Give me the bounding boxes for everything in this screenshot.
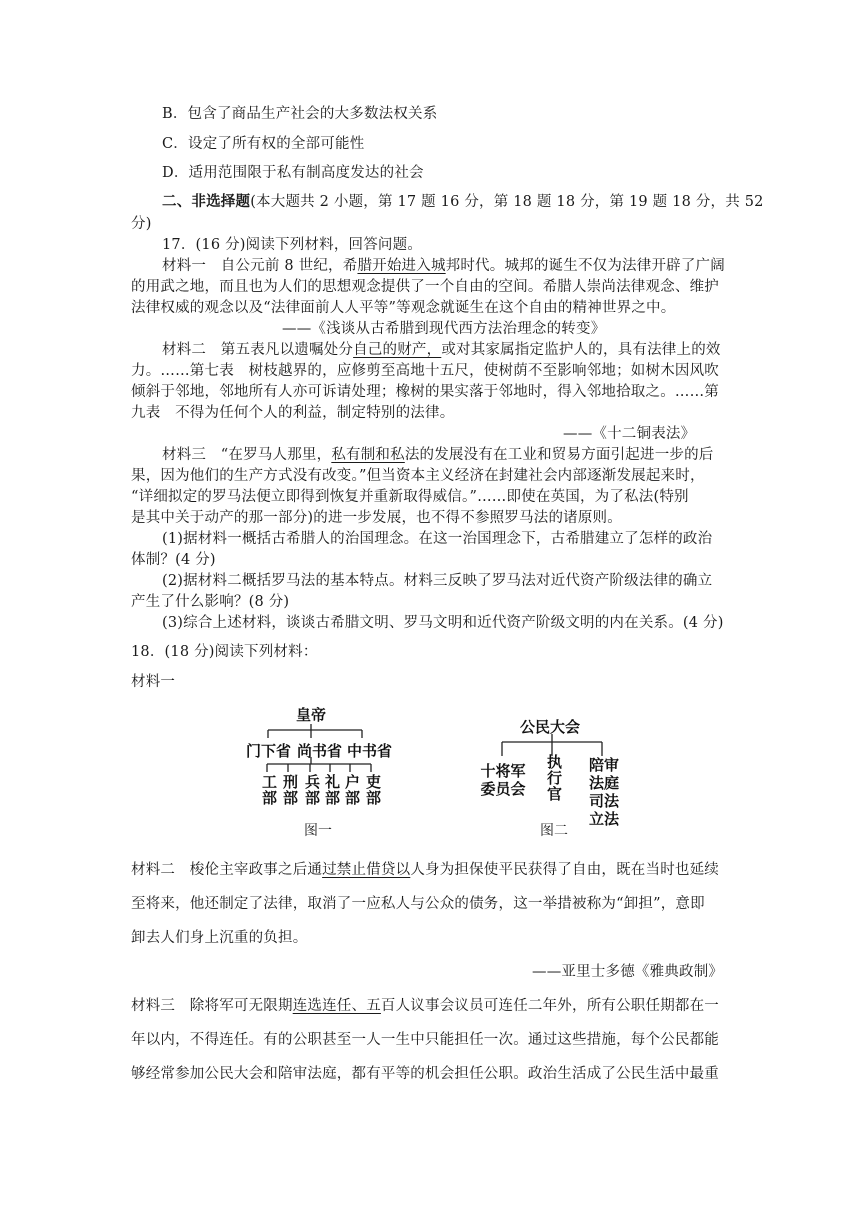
q18-material1-label: 材料一 <box>131 674 176 690</box>
section2-desc: (本大题共 2 小题，第 17 题 16 分，第 18 题 18 分，第 19 题 18 分，共 52 <box>250 194 764 210</box>
fig1-ministry-revenue: 户部 <box>343 774 361 806</box>
q18-material2-line2: 至将来，他还制定了法律，取消了一应私人与公众的债务，这一举措被称为“卸担”，意即 <box>131 896 705 912</box>
q17-material3-line1: 材料三 “在罗马人那里，私有制和私法的发展没有在工业和贸易方面引起进一步的后 <box>162 447 714 463</box>
fig2-archon: 执行官 <box>545 754 563 802</box>
fig1-menxia: 门下省 <box>246 742 292 760</box>
q18-material2-source: ——亚里士多德《雅典政制》 <box>532 964 724 980</box>
option-d: D．适用范围限于私有制高度发达的社会 <box>162 165 424 181</box>
q17-material1-line1: 材料一 自公元前 8 世纪，希腊开始进入城邦时代。城邦的诞生不仅为法律开辟了广阔 <box>162 258 725 274</box>
q17-material3-line3: “详细拟定的罗马法便立即得到恢复并重新取得威信。”……即使在英国，为了私法(特别 <box>131 489 689 505</box>
fig1-emperor: 皇帝 <box>296 706 327 724</box>
q17-question2-line2: 产生了什么影响？(8 分) <box>131 594 290 610</box>
option-c: C．设定了所有权的全部可能性 <box>162 136 365 152</box>
fig1-ministry-personnel: 吏部 <box>364 774 382 806</box>
fig1-ministry-justice: 刑部 <box>281 774 299 806</box>
fig1-caption: 图一 <box>304 823 332 839</box>
q17-material1-source: ——《浅谈从古希腊到现代西方法治理念的转变》 <box>282 321 606 337</box>
fig2-court: 陪审 法庭 司法 立法 <box>588 756 619 828</box>
q18-material3-line2: 年以内，不得连任。有的公职甚至一人一生中只能担任一次。通过这些措施，每个公民都能 <box>131 1032 719 1048</box>
q17-question1-line1: (1)据材料一概括古希腊人的治国理念。在这一治国理念下，古希腊建立了怎样的政治 <box>162 531 713 547</box>
q17-material1-line3: 法律权威的观念以及“法律面前人人平等”等观念就诞生在这个自由的精神世界之中。 <box>131 300 676 316</box>
q18-stem: 18．(18 分)阅读下列材料： <box>131 644 318 660</box>
fig1-ministry-rites: 礼部 <box>323 774 341 806</box>
fig2-assembly: 公民大会 <box>520 718 581 736</box>
fig2-caption: 图二 <box>540 823 568 839</box>
q17-question1-line2: 体制？(4 分) <box>131 552 216 568</box>
section2-heading: 二、非选择题 <box>162 193 251 210</box>
section2-desc-cont: 分) <box>131 216 152 232</box>
q18-material2-line3: 卸去人们身上沉重的负担。 <box>131 930 308 946</box>
q17-material2-line1: 材料二 第五表凡以遗嘱处分自己的财产，或对其家属指定监护人的，具有法律上的效 <box>162 342 721 358</box>
q18-material2-line1: 材料二 梭伦主宰政事之后通过禁止借贷以人身为担保使平民获得了自由，既在当时也延续 <box>131 862 720 878</box>
q17-material2-source: ——《十二铜表法》 <box>563 426 696 442</box>
fig1-shangshu: 尚书省 <box>297 742 343 760</box>
fig2-generals: 十将军 委员会 <box>480 762 526 798</box>
q17-material2-line2: 力。……第七表 树枝越界的，应修剪至高地十五尺，使树荫不至影响邻地；如树木因风吹 <box>131 363 719 379</box>
q17-material3-line2: 果，因为他们的生产方式没有改变。”但当资本主义经济在封建社会内部逐渐发展起来时， <box>131 468 705 484</box>
q17-material1-line2: 的用武之地，而且也为人们的思想观念提供了一个自由的空间。希腊人崇尚法律观念、维护 <box>131 279 719 295</box>
q17-material3-line4: 是其中关于动产的那一部分)的进一步发展，也不得不参照罗马法的诸原则。 <box>131 510 622 526</box>
q17-question3: (3)综合上述材料，谈谈古希腊文明、罗马文明和近代资产阶级文明的内在关系。(4 分) <box>162 615 724 631</box>
q17-question2-line1: (2)据材料二概括罗马法的基本特点。材料三反映了罗马法对近代资产阶级法律的确立 <box>162 573 713 589</box>
q17-material2-line3: 倾斜于邻地，邻地所有人亦可诉请处理；橡树的果实落于邻地时，得入邻地拾取之。……第 <box>131 384 719 400</box>
q18-material3-line1: 材料三 除将军可无限期连选连任、五百人议事会议员可连任二年外，所有公职任期都在一 <box>131 998 720 1014</box>
fig1-zhongshu: 中书省 <box>347 742 393 760</box>
q17-material2-line4: 九表 不得为任何个人的利益，制定特别的法律。 <box>131 405 455 421</box>
q17-stem: 17．(16 分)阅读下列材料，回答问题。 <box>162 237 423 253</box>
fig1-ministry-works: 工部 <box>260 774 278 806</box>
fig1-ministry-war: 兵部 <box>303 774 321 806</box>
q18-material3-line3: 够经常参加公民大会和陪审法庭，都有平等的机会担任公职。政治生活成了公民生活中最重 <box>131 1066 719 1082</box>
option-b: B．包含了商品生产社会的大多数法权关系 <box>162 106 438 122</box>
section2-line1 <box>162 192 764 212</box>
